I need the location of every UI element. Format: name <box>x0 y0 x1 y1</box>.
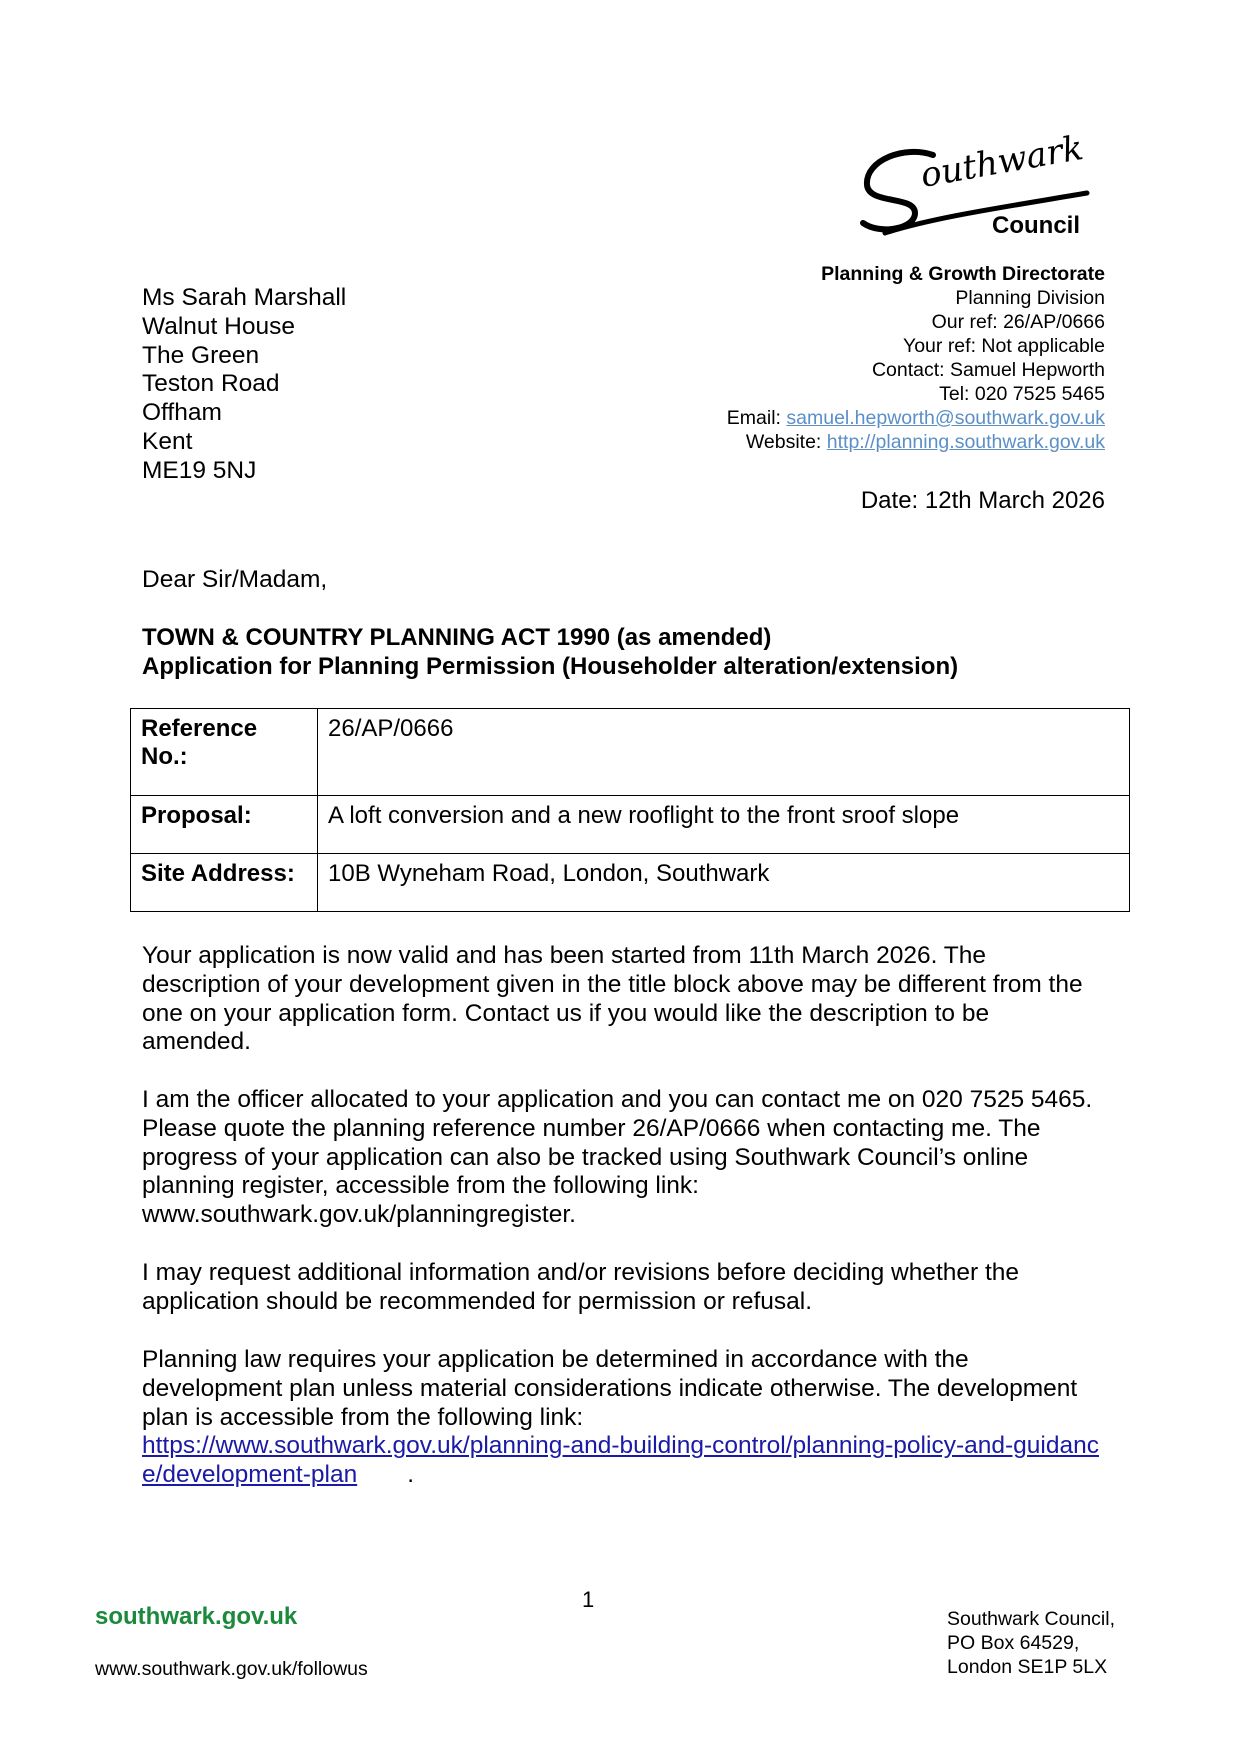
contact-tel: Tel: 020 7525 5465 <box>939 383 1105 405</box>
paragraph-officer: I am the officer allocated to your application and you can contact me on 020 7525 5465. Please quote the planning reference number 26/AP/0666 when contacting me. The progress of your application can also be tracked using Southwark Council’s online planning register, accessible from the following link: www.southwark.gov.uk/planningregister. <box>142 1086 1093 1229</box>
paragraph-revisions: I may request additional information and/or revisions before deciding whether the application should be recommended for permission or refusal. <box>142 1259 1020 1315</box>
application-details-table <box>130 708 1130 912</box>
address-line: ME19 5NJ <box>142 456 257 484</box>
svg-text:Council: Council <box>992 212 1080 239</box>
application-heading: Application for Planning Permission (Householder alteration/extension) <box>142 652 959 680</box>
footer-followus[interactable]: www.southwark.gov.uk/followus <box>95 1658 368 1680</box>
letter-date: Date: 12th March 2026 <box>860 487 1105 514</box>
footer-site[interactable]: southwark.gov.uk <box>95 1603 298 1630</box>
contact-name: Contact: Samuel Hepworth <box>871 359 1105 381</box>
table-label: Site Address: <box>131 854 318 912</box>
address-line: Offham <box>142 399 222 427</box>
contact-block <box>727 262 1105 454</box>
southwark-logo-icon <box>855 125 1105 245</box>
paragraph-planning-law <box>142 1346 1102 1490</box>
footer-address-line: PO Box 64529, <box>947 1632 1080 1654</box>
table-value: A loft conversion and a new rooflight to the front sroof slope <box>318 796 1130 854</box>
footer-address-line: London SE1P 5LX <box>947 1656 1108 1678</box>
address-line: Ms Sarah Marshall <box>142 284 347 311</box>
table-label: Reference No.: <box>131 709 318 796</box>
website-label: Website: <box>745 431 827 453</box>
salutation: Dear Sir/Madam, <box>142 566 328 593</box>
act-heading: TOWN & COUNTRY PLANNING ACT 1990 (as amended) <box>142 624 772 651</box>
svg-text:outhwark: outhwark <box>917 127 1087 196</box>
paragraph-end: . <box>407 1461 415 1489</box>
email-link[interactable]: samuel.hepworth@southwark.gov.uk <box>786 407 1105 429</box>
planning-law-text: Planning law requires your application be determined in accordance with the development plan unless material considerations indicate otherwise. The development plan is accessible from the following link: <box>142 1346 1078 1431</box>
recipient-address <box>142 284 346 486</box>
letter-headings <box>142 624 958 681</box>
southwark-council-logo <box>855 125 1105 245</box>
directorate: Planning & Growth Directorate <box>821 263 1105 285</box>
contact-website-row <box>727 430 1105 454</box>
page-number: 1 <box>582 1587 595 1612</box>
footer-address <box>947 1607 1115 1679</box>
table-row <box>131 854 1130 912</box>
paragraph-validation: Your application is now valid and has been started from 11th March 2026. The description of your development given in the title block above may be different from the one on your application form. Contact us if you would like the description to be amended. <box>142 942 1083 1056</box>
our-ref: Our ref: 26/AP/0666 <box>931 311 1105 333</box>
table-row <box>131 709 1130 796</box>
footer-address-line: Southwark Council, <box>947 1608 1115 1630</box>
table-value: 26/AP/0666 <box>318 709 1130 796</box>
email-label: Email: <box>726 407 787 429</box>
table-label: Proposal: <box>131 796 318 854</box>
table-row <box>131 796 1130 854</box>
address-line: Teston Road <box>142 370 280 398</box>
division: Planning Division <box>955 287 1105 309</box>
website-link[interactable]: http://planning.southwark.gov.uk <box>826 431 1105 453</box>
address-line: Walnut House <box>142 312 295 340</box>
address-line: Kent <box>142 427 193 455</box>
address-line: The Green <box>142 341 260 369</box>
table-value: 10B Wyneham Road, London, Southwark <box>318 854 1130 912</box>
development-plan-link[interactable]: https://www.southwark.gov.uk/planning-and-building-control/planning-policy-and-guidance/development-plan <box>142 1432 1099 1489</box>
contact-email-row <box>727 406 1105 430</box>
your-ref: Your ref: Not applicable <box>903 335 1105 357</box>
